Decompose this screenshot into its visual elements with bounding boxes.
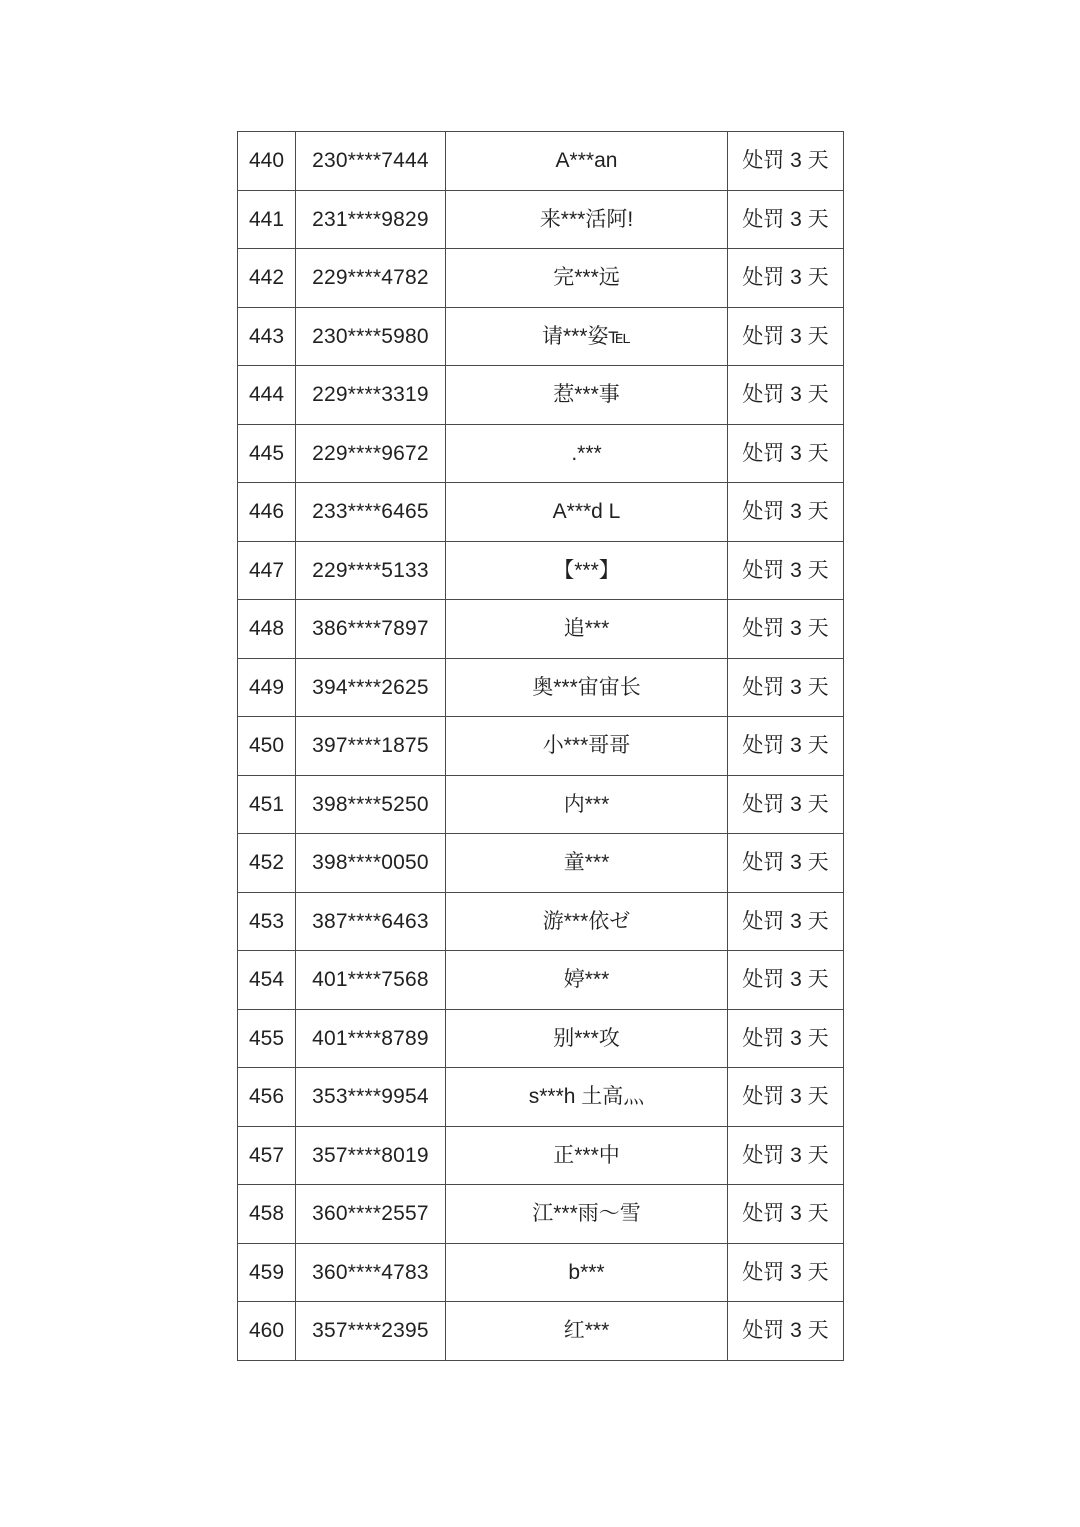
table-row xyxy=(238,600,844,659)
penalty-table-body xyxy=(238,132,844,1361)
row-masked-id-cell: 360****4783 xyxy=(296,1243,446,1302)
row-index-cell: 454 xyxy=(238,951,296,1010)
row-index-cell: 444 xyxy=(238,366,296,425)
row-masked-id-cell: 394****2625 xyxy=(296,658,446,717)
row-masked-id-cell: 357****8019 xyxy=(296,1126,446,1185)
row-nickname-cell: s***h 土高灬 xyxy=(446,1068,728,1127)
row-masked-id-cell: 401****7568 xyxy=(296,951,446,1010)
table-row xyxy=(238,717,844,776)
row-nickname-cell: .*** xyxy=(446,424,728,483)
row-index-cell: 440 xyxy=(238,132,296,191)
row-nickname-cell: 游***依ゼ xyxy=(446,892,728,951)
row-penalty-cell: 处罚 3 天 xyxy=(728,1185,844,1244)
row-nickname-cell: A***an xyxy=(446,132,728,191)
row-penalty-cell: 处罚 3 天 xyxy=(728,249,844,308)
row-penalty-cell: 处罚 3 天 xyxy=(728,307,844,366)
table-row xyxy=(238,1302,844,1361)
row-nickname-cell: 追*** xyxy=(446,600,728,659)
row-index-cell: 452 xyxy=(238,834,296,893)
row-nickname-cell: 请***姿℡ xyxy=(446,307,728,366)
table-row xyxy=(238,366,844,425)
row-penalty-cell: 处罚 3 天 xyxy=(728,483,844,542)
row-index-cell: 460 xyxy=(238,1302,296,1361)
row-nickname-cell: A***d L xyxy=(446,483,728,542)
table-row xyxy=(238,249,844,308)
row-nickname-cell: 别***攻 xyxy=(446,1009,728,1068)
row-index-cell: 455 xyxy=(238,1009,296,1068)
row-penalty-cell: 处罚 3 天 xyxy=(728,1126,844,1185)
row-penalty-cell: 处罚 3 天 xyxy=(728,717,844,776)
row-masked-id-cell: 230****5980 xyxy=(296,307,446,366)
table-row xyxy=(238,1185,844,1244)
table-row xyxy=(238,1243,844,1302)
row-index-cell: 443 xyxy=(238,307,296,366)
row-masked-id-cell: 233****6465 xyxy=(296,483,446,542)
row-index-cell: 456 xyxy=(238,1068,296,1127)
row-nickname-cell: 来***活阿! xyxy=(446,190,728,249)
row-masked-id-cell: 353****9954 xyxy=(296,1068,446,1127)
row-index-cell: 441 xyxy=(238,190,296,249)
row-masked-id-cell: 398****5250 xyxy=(296,775,446,834)
row-masked-id-cell: 357****2395 xyxy=(296,1302,446,1361)
row-masked-id-cell: 229****4782 xyxy=(296,249,446,308)
table-row xyxy=(238,483,844,542)
row-masked-id-cell: 360****2557 xyxy=(296,1185,446,1244)
table-row xyxy=(238,424,844,483)
row-masked-id-cell: 397****1875 xyxy=(296,717,446,776)
row-nickname-cell: 惹***事 xyxy=(446,366,728,425)
row-nickname-cell: 正***中 xyxy=(446,1126,728,1185)
table-row xyxy=(238,1126,844,1185)
row-masked-id-cell: 231****9829 xyxy=(296,190,446,249)
row-nickname-cell: b*** xyxy=(446,1243,728,1302)
table-row xyxy=(238,190,844,249)
row-index-cell: 459 xyxy=(238,1243,296,1302)
row-penalty-cell: 处罚 3 天 xyxy=(728,1302,844,1361)
row-penalty-cell: 处罚 3 天 xyxy=(728,951,844,1010)
row-masked-id-cell: 230****7444 xyxy=(296,132,446,191)
row-index-cell: 448 xyxy=(238,600,296,659)
row-nickname-cell: 婷*** xyxy=(446,951,728,1010)
row-masked-id-cell: 229****5133 xyxy=(296,541,446,600)
row-nickname-cell: 完***远 xyxy=(446,249,728,308)
row-index-cell: 458 xyxy=(238,1185,296,1244)
row-penalty-cell: 处罚 3 天 xyxy=(728,658,844,717)
row-penalty-cell: 处罚 3 天 xyxy=(728,366,844,425)
row-nickname-cell: 童*** xyxy=(446,834,728,893)
row-index-cell: 447 xyxy=(238,541,296,600)
row-index-cell: 449 xyxy=(238,658,296,717)
table-row xyxy=(238,307,844,366)
table-row xyxy=(238,541,844,600)
row-nickname-cell: 红*** xyxy=(446,1302,728,1361)
row-masked-id-cell: 387****6463 xyxy=(296,892,446,951)
row-penalty-cell: 处罚 3 天 xyxy=(728,775,844,834)
row-penalty-cell: 处罚 3 天 xyxy=(728,834,844,893)
table-row xyxy=(238,1068,844,1127)
row-index-cell: 450 xyxy=(238,717,296,776)
row-penalty-cell: 处罚 3 天 xyxy=(728,424,844,483)
row-index-cell: 445 xyxy=(238,424,296,483)
row-penalty-cell: 处罚 3 天 xyxy=(728,1009,844,1068)
row-masked-id-cell: 398****0050 xyxy=(296,834,446,893)
penalty-table xyxy=(237,131,844,1361)
row-penalty-cell: 处罚 3 天 xyxy=(728,892,844,951)
row-masked-id-cell: 229****3319 xyxy=(296,366,446,425)
row-index-cell: 442 xyxy=(238,249,296,308)
row-nickname-cell: 江***雨～雪 xyxy=(446,1185,728,1244)
row-nickname-cell: 小***哥哥 xyxy=(446,717,728,776)
row-penalty-cell: 处罚 3 天 xyxy=(728,1243,844,1302)
row-nickname-cell: 【***】 xyxy=(446,541,728,600)
row-nickname-cell: 奥***宙宙长 xyxy=(446,658,728,717)
row-penalty-cell: 处罚 3 天 xyxy=(728,132,844,191)
row-penalty-cell: 处罚 3 天 xyxy=(728,190,844,249)
row-masked-id-cell: 229****9672 xyxy=(296,424,446,483)
row-masked-id-cell: 386****7897 xyxy=(296,600,446,659)
table-row xyxy=(238,892,844,951)
row-penalty-cell: 处罚 3 天 xyxy=(728,1068,844,1127)
table-row xyxy=(238,775,844,834)
row-index-cell: 451 xyxy=(238,775,296,834)
table-row xyxy=(238,658,844,717)
table-row xyxy=(238,132,844,191)
table-row xyxy=(238,834,844,893)
row-masked-id-cell: 401****8789 xyxy=(296,1009,446,1068)
row-penalty-cell: 处罚 3 天 xyxy=(728,541,844,600)
table-row xyxy=(238,1009,844,1068)
row-index-cell: 446 xyxy=(238,483,296,542)
table-row xyxy=(238,951,844,1010)
row-penalty-cell: 处罚 3 天 xyxy=(728,600,844,659)
row-index-cell: 457 xyxy=(238,1126,296,1185)
row-nickname-cell: 内*** xyxy=(446,775,728,834)
row-index-cell: 453 xyxy=(238,892,296,951)
